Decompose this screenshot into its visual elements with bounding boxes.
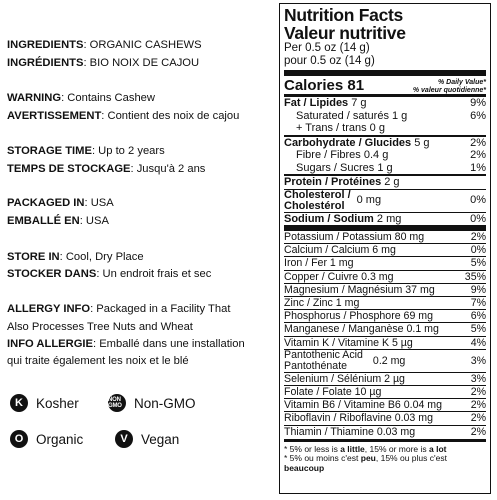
cholesterol-row: Cholesterol / Cholestérol 0 mg 0% bbox=[284, 188, 486, 212]
packaged-fr-line: EMBALLÉ EN: USA bbox=[7, 215, 109, 227]
sodium-row: Sodium / Sodium 2 mg 0% bbox=[284, 212, 486, 225]
allergy-line-2: Also Processes Tree Nuts and Wheat bbox=[7, 321, 193, 333]
non-gmo-badge: NON GMO Non-GMO bbox=[108, 395, 196, 411]
footnote: * 5% or less is a little, 15% or more is a lot * 5% ou moins c'est peu, 15% ou plus c'est beaucoup bbox=[284, 439, 486, 474]
warning-line: WARNING: Contains Cashew bbox=[7, 92, 155, 104]
vegan-icon: V bbox=[115, 430, 133, 448]
micronutrient-row: Riboflavin / Riboflavine 0.03 mg 2% bbox=[284, 412, 486, 425]
organic-icon: O bbox=[10, 430, 28, 448]
allergy-fr-line: INFO ALLERGIE: Emballé dans une installation bbox=[7, 338, 245, 350]
micronutrient-row: Thiamin / Thiamine 0.03 mg 2% bbox=[284, 425, 486, 438]
organic-badge: O Organic bbox=[10, 430, 83, 448]
ingredients-fr-line: INGRÉDIENTS: BIO NOIX DE CAJOU bbox=[7, 57, 200, 69]
micronutrient-row: Iron / Fer 1 mg 5% bbox=[284, 257, 486, 270]
ingredients-line: INGREDIENTS: ORGANIC CASHEWS bbox=[7, 39, 202, 51]
micronutrient-row: Zinc / Zinc 1 mg 7% bbox=[284, 297, 486, 310]
micronutrient-row: Manganese / Manganèse 0.1 mg 5% bbox=[284, 323, 486, 336]
nutrition-title-en: Nutrition Facts bbox=[284, 5, 403, 25]
warning-fr-line: AVERTISSEMENT: Contient des noix de cajou bbox=[7, 110, 240, 122]
calories-row bbox=[284, 76, 486, 94]
micronutrient-row: Phosphorus / Phosphore 69 mg 6% bbox=[284, 310, 486, 323]
kosher-badge: K Kosher bbox=[10, 394, 79, 412]
micronutrient-row: Magnesium / Magnésium 37 mg 9% bbox=[284, 283, 486, 296]
serving-size-en: Per 0.5 oz (14 g) bbox=[284, 42, 370, 54]
calories-label: Calories 81 bbox=[284, 77, 365, 94]
nutrition-facts-panel bbox=[279, 3, 491, 494]
store-line: STORE IN: Cool, Dry Place bbox=[7, 251, 144, 263]
micronutrient-row: Potassium / Potassium 80 mg 2% bbox=[284, 231, 486, 243]
protein-row: Protein / Protéines 2 g bbox=[284, 174, 486, 189]
vegan-badge: V Vegan bbox=[115, 430, 179, 448]
micronutrient-row: Folate / Folate 10 µg 2% bbox=[284, 386, 486, 399]
storage-fr-line: TEMPS DE STOCKAGE: Jusqu'à 2 ans bbox=[7, 163, 206, 175]
nutrition-title-fr: Valeur nutritive bbox=[284, 23, 406, 43]
packaged-line: PACKAGED IN: USA bbox=[7, 197, 114, 209]
allergy-line: ALLERGY INFO: Packaged in a Facility That bbox=[7, 303, 231, 315]
micronutrient-list bbox=[284, 231, 486, 438]
carb-row: Carbohydrate / Glucides 5 g 2% bbox=[284, 136, 486, 149]
serving-size-fr: pour 0.5 oz (14 g) bbox=[284, 55, 375, 67]
saturated-row: Saturated / saturés 1 g 6% bbox=[296, 109, 486, 122]
allergy-fr-line-2: qui traite également les noix et le blé bbox=[7, 355, 189, 367]
micronutrient-row: Selenium / Sélénium 2 µg 3% bbox=[284, 372, 486, 385]
storage-line: STORAGE TIME: Up to 2 years bbox=[7, 145, 165, 157]
micronutrient-row: Vitamin B6 / Vitamine B6 0.04 mg 2% bbox=[284, 399, 486, 412]
micronutrient-row: Calcium / Calcium 6 mg 0% bbox=[284, 244, 486, 257]
pantothenic-row: Pantothenic Acid Pantothénate 0.2 mg 3% bbox=[284, 348, 486, 372]
micronutrient-row: Vitamin K / Vitamine K 5 µg 4% bbox=[284, 336, 486, 349]
kosher-icon: K bbox=[10, 394, 28, 412]
trans-row: + Trans / trans 0 g bbox=[296, 122, 385, 134]
sugars-row: Sugars / Sucres 1 g 1% bbox=[296, 161, 486, 174]
non-gmo-icon: NON GMO bbox=[108, 394, 126, 412]
fat-row: Fat / Lipides 7 g 9% bbox=[284, 97, 486, 109]
micronutrient-row: Copper / Cuivre 0.3 mg 35% bbox=[284, 270, 486, 283]
daily-value-header: % Daily Value* % valeur quotidienne* bbox=[412, 79, 486, 94]
fibre-row: Fibre / Fibres 0.4 g 2% bbox=[296, 149, 486, 161]
store-fr-line: STOCKER DANS: Un endroit frais et sec bbox=[7, 268, 212, 280]
